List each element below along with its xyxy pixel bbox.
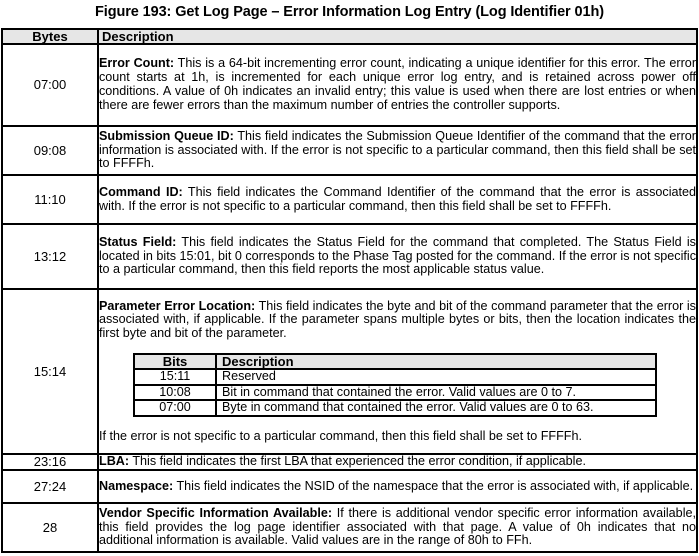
header-bytes: Bytes: [2, 29, 98, 44]
table-row-vendor-specific-info: [2, 503, 697, 552]
bits-table-header-row: [134, 354, 656, 369]
table-row-error-count: [2, 44, 697, 126]
description-cell: [98, 470, 697, 503]
table-row-parameter-error-location: [2, 289, 697, 454]
error-log-entry-table: [1, 28, 698, 553]
nested-table-wrapper: [99, 341, 696, 430]
description-cell: [98, 224, 697, 289]
bits-description-cell: Byte in command that contained the error. Valid values are 0 to 63.: [216, 400, 656, 416]
field-name: Namespace:: [99, 478, 174, 493]
bits-table: [133, 353, 657, 417]
field-text: This is a 64-bit incrementing error count, indicating a unique identifier for this error. The error count starts at 1h, is incremented for each unique error log entry, and is retained across power off conditions. A value of 0h indicates an invalid entry; this value is used when there are lost entries or when there are fewer errors than the maximum number of entries the controller supports.: [99, 56, 697, 112]
header-bits: Bits: [134, 354, 216, 369]
field-name: Submission Queue ID:: [99, 128, 234, 143]
bits-cell: 15:11: [134, 369, 216, 385]
table-row-lba: [2, 454, 697, 470]
bits-table-row: [134, 400, 656, 416]
field-name: LBA:: [99, 454, 130, 469]
bits-table-row: [134, 385, 656, 401]
field-footnote: If the error is not specific to a particular command, then this field shall be set to FFFFh.: [99, 428, 582, 443]
description-cell: [98, 289, 697, 454]
field-text: This field indicates the Status Field for the command that completed. The Status Field is located in bits 15:01, bit 0 corresponds to the Phase Tag posted for the command. If the error is not specific to a particular command, then this field reports the most applicable status value.: [99, 234, 696, 277]
bits-description-cell: Reserved: [216, 369, 656, 385]
field-text: If there is additional vendor specific error information available, this field provides the log page identifier associated with that page. A value of 0h indicates that no additional information is available. Valid values are in the range of 80h to FFh.: [99, 505, 696, 548]
description-cell: [98, 175, 697, 224]
table-header-row: [2, 29, 697, 44]
header-bits-description: Description: [216, 354, 656, 369]
table-row-namespace: [2, 470, 697, 503]
description-cell: [98, 126, 697, 175]
bytes-cell: 27:24: [2, 470, 98, 503]
bytes-cell: 09:08: [2, 126, 98, 175]
field-text: This field indicates the Submission Queue Identifier of the command that the error information is associated with. If the error is not specific to a particular command, then this field shall be set to FFFFh.: [99, 128, 696, 171]
bytes-cell: 28: [2, 503, 98, 552]
bits-table-row: [134, 369, 656, 385]
table-row-status-field: [2, 224, 697, 289]
description-cell: [98, 503, 697, 552]
field-name: Error Count:: [99, 56, 175, 71]
bytes-cell: 13:12: [2, 224, 98, 289]
bytes-cell: 23:16: [2, 454, 98, 470]
table-row-command-id: [2, 175, 697, 224]
figure-title: Figure 193: Get Log Page – Error Information Log Entry (Log Identifier 01h): [95, 4, 604, 20]
field-text: This field indicates the NSID of the namespace that the error is associated with, if applicable.: [173, 478, 694, 493]
bytes-cell: 15:14: [2, 289, 98, 454]
field-name: Parameter Error Location:: [99, 298, 256, 313]
description-cell: [98, 454, 697, 470]
field-text: This field indicates the byte and bit of the command parameter that the error is associated with, if applicable. If the parameter spans multiple bytes or bits, then the location indicates the first byte and bit of the parameter.: [99, 298, 696, 341]
bytes-cell: 07:00: [2, 44, 98, 126]
table-row-submission-queue-id: [2, 126, 697, 175]
bits-description-cell: Bit in command that contained the error. Valid values are 0 to 7.: [216, 385, 656, 401]
field-name: Command ID:: [99, 184, 183, 199]
bits-cell: 10:08: [134, 385, 216, 401]
field-text: This field indicates the first LBA that experienced the error condition, if applicable.: [129, 454, 586, 469]
description-cell: [98, 44, 697, 126]
header-description: Description: [98, 29, 697, 44]
bits-cell: 07:00: [134, 400, 216, 416]
field-text: This field indicates the Command Identifier of the command that the error is associated with. If the error is not specific to a particular command, then this field shall be set to FFFFh.: [99, 184, 697, 213]
field-name: Status Field:: [99, 234, 177, 249]
bytes-cell: 11:10: [2, 175, 98, 224]
field-name: Vendor Specific Information Available:: [99, 505, 333, 520]
